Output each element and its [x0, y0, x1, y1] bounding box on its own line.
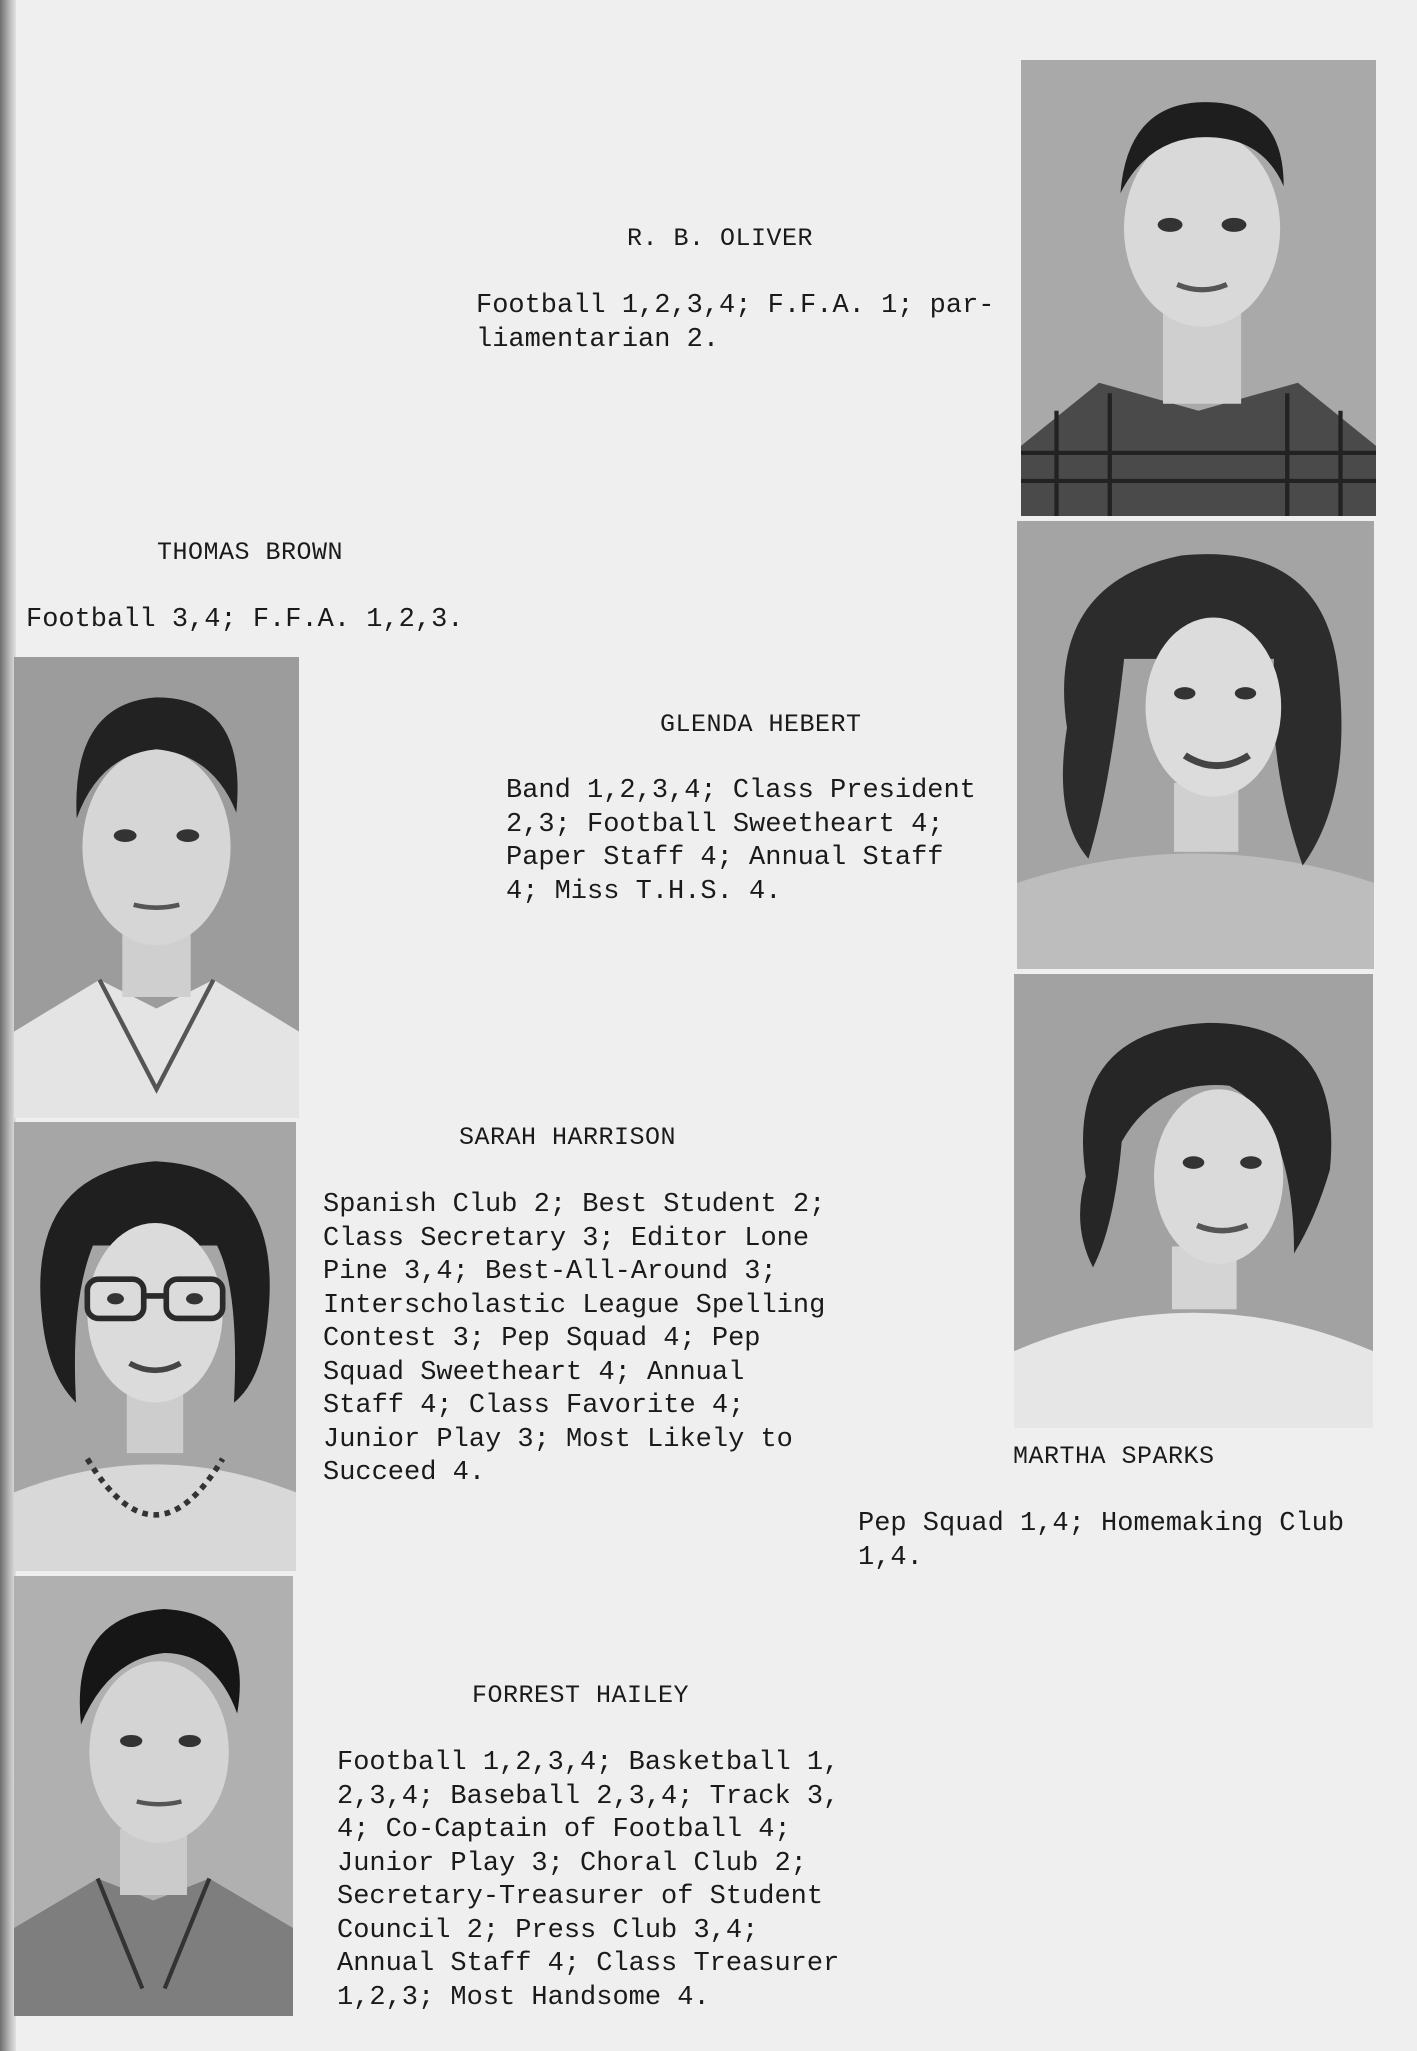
student-bio-brown — [26, 604, 463, 638]
bio-line: 4; Co-Captain of Football 4; — [337, 1815, 791, 1845]
bio-line: Succeed 4. — [323, 1458, 486, 1488]
bio-line: Spanish Club 2; Best Student 2; — [323, 1190, 826, 1220]
bio-line: Class Secretary 3; Editor Lone — [323, 1223, 810, 1254]
student-bio-hailey — [337, 1747, 839, 2015]
bio-line: Football 1,2,3,4; Basketball 1, — [337, 1748, 840, 1778]
bio-line: 4; Miss T.H.S. 4. — [506, 876, 782, 907]
bio-line: Pine 3,4; Best-All-Around 3; — [323, 1257, 777, 1287]
student-name-hailey: FORREST HAILEY — [472, 1681, 690, 1710]
student-name-oliver: R. B. OLIVER — [627, 224, 814, 253]
student-bio-harrison — [323, 1189, 825, 1491]
bio-line: Pep Squad 1,4; Homemaking Club — [858, 1509, 1345, 1539]
bio-line: Paper Staff 4; Annual Staff — [506, 843, 944, 873]
bio-line: Squad Sweetheart 4; Annual — [323, 1357, 745, 1388]
photo-oliver — [1021, 60, 1376, 516]
bio-line: Junior Play 3; Choral Club 2; — [337, 1848, 807, 1879]
student-name-brown: THOMAS BROWN — [157, 538, 344, 567]
bio-line: Contest 3; Pep Squad 4; Pep — [323, 1324, 761, 1354]
bio-line: Junior Play 3; Most Likely to — [323, 1424, 793, 1455]
bio-line: Interscholastic League Spelling — [323, 1290, 826, 1321]
bio-line: 2,3; Football Sweetheart 4; — [506, 809, 944, 840]
bio-line: 2,3,4; Baseball 2,3,4; Track 3, — [337, 1781, 840, 1812]
bio-line: 1,2,3; Most Handsome 4. — [337, 1982, 710, 2013]
student-bio-sparks — [858, 1508, 1344, 1575]
student-name-sparks: MARTHA SPARKS — [1013, 1442, 1215, 1471]
bio-line: 1,4. — [858, 1542, 923, 1573]
bio-line: Council 2; Press Club 3,4; — [337, 1915, 759, 1946]
student-name-hebert: GLENDA HEBERT — [660, 710, 862, 739]
student-bio-hebert — [506, 775, 976, 909]
photo-hailey — [14, 1576, 293, 2016]
student-name-harrison: SARAH HARRISON — [459, 1123, 677, 1152]
bio-line: Football 1,2,3,4; F.F.A. 1; par- — [476, 291, 995, 321]
photo-sparks — [1014, 974, 1373, 1428]
student-bio-oliver — [476, 290, 994, 357]
bio-line: Band 1,2,3,4; Class President — [506, 776, 976, 806]
bio-line: Secretary-Treasurer of Student — [337, 1882, 824, 1912]
bio-line: Football 3,4; F.F.A. 1,2,3. — [26, 605, 464, 635]
bio-line: Annual Staff 4; Class Treasurer — [337, 1949, 840, 1979]
bio-line: liamentarian 2. — [476, 324, 720, 355]
bio-line: Staff 4; Class Favorite 4; — [323, 1391, 745, 1421]
photo-hebert — [1017, 521, 1374, 969]
photo-brown — [14, 657, 299, 1118]
photo-harrison — [14, 1122, 296, 1571]
